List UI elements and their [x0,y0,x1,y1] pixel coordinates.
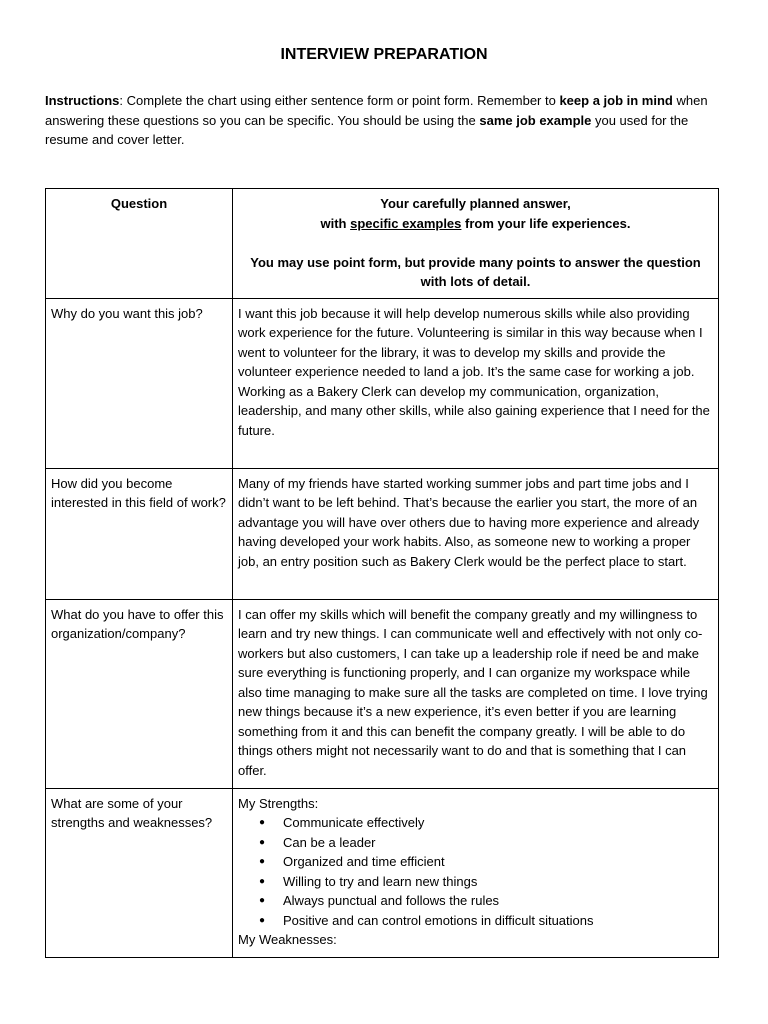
question-cell: How did you become interested in this field of work? [46,468,233,599]
answer-cell: I can offer my skills which will benefit the company greatly and my willingness to learn and try new things. I can communicate well and effectively with not only co-workers but also customers, I can take up a leadership role if need be and make sure everything is functioning properly, and I can organize my workspace while also time managing to make sure all the tasks are completed on time. I love trying new things because it’s a new experience, it’s even better if you are learning something from it and this can benefit the company greatly. I will be able to do things others might not necessarily want to do and that is something that I can offer. [233,599,719,788]
answer-cell [233,788,719,957]
table-row [46,298,719,468]
question-header: Question [46,189,233,299]
question-cell: Why do you want this job? [46,298,233,468]
instructions [45,91,725,150]
interview-chart [45,188,719,958]
table-row [46,599,719,788]
header-row [46,189,719,299]
list-item: ● Positive and can control emotions in difficult situations [283,911,713,931]
answer-header-line-2-pre: with [320,215,351,231]
answer-header-line-1: Your carefully planned answer, [380,196,571,211]
answer-header [233,189,719,299]
answer-cell: Many of my friends have started working summer jobs and part time jobs and I didn’t want to be left behind. That’s because the earlier you start, the more of an advantage you will have over others due to having more experience and already having developed your work habits. Also, as someone new to working a proper job, an entry position such as Bakery Clerk would be the perfect place to start. [233,468,719,599]
strengths-list [238,813,713,930]
question-cell: What are some of your strengths and weaknesses? [46,788,233,957]
instructions-emphasis-1: keep a job in mind [559,93,673,108]
answer-cell: I want this job because it will help develop numerous skills while also providing work experience for the future. Volunteering is similar in this way because when I went to volunteer for the library, it was to develop my skills and provide the volunteer experience needed to land a job. It’s the same case for working a job. Working as a Bakery Clerk can develop my communication, organization, leadership, and many other skills, while also gaining experience that I need for the future. [233,298,719,468]
question-cell: What do you have to offer this organization/company? [46,599,233,788]
page-title: INTERVIEW PREPARATION [280,46,488,63]
instructions-text-1: : Complete the chart using either sentence form or point form. Remember to [119,93,560,108]
instructions-label: Instructions [45,93,120,108]
answer-header-line-2 [238,214,713,234]
answer-header-line-3: You may use point form, but provide many points to answer the question with lots of detail. [250,254,701,289]
answer-header-line-2-post: from your life experiences. [461,215,631,231]
list-item: ● Communicate effectively [283,813,713,833]
instructions-text-3: you used for the resume and cover letter. [45,112,689,147]
list-item: ● Always punctual and follows the rules [283,891,713,911]
table-row [46,788,719,957]
list-item: ● Can be a leader [283,833,713,853]
strengths-label: My Strengths: [238,795,319,811]
instructions-text-2: when answering these questions so you can be specific. You should be using the [45,93,708,128]
list-item: ● Willing to try and learn new things [283,872,713,892]
specific-examples-underlined: specific examples [350,215,462,231]
weaknesses-label: My Weaknesses: [238,932,337,947]
instructions-emphasis-2: same job example [479,112,592,128]
list-item: ● Organized and time efficient [283,852,713,872]
table-row [46,468,719,599]
